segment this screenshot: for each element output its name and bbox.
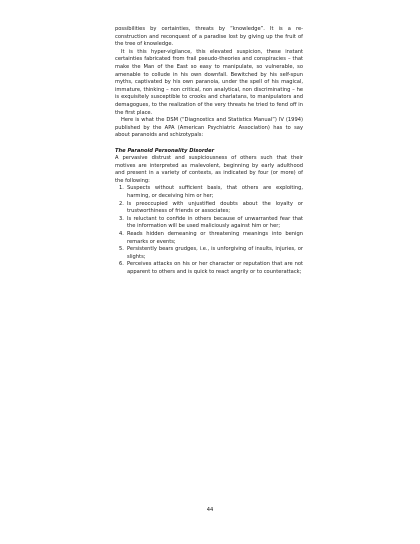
list-item-text: Perceives attacks on his or her character or reputation that are not apparent to others and is quick to react angrily or to counterattack; (127, 261, 303, 275)
section-title: The Paranoid Personality Disorder (115, 147, 215, 154)
list-item-number: 4. (119, 231, 124, 238)
list-item-text: Persistently bears grudges, i.e., is unforgiving of insults, injuries, or slights; (127, 246, 303, 260)
criteria-intro: A pervasive distrust and suspiciousness of others such that their motives are interpreted as malevolent, beginning by early adulthood and present in a variety of contexts, as indicated by four (or more) of the following: (115, 155, 303, 184)
list-item (115, 231, 303, 246)
list-item-text: Is preoccupied with unjustified doubts about the loyalty or trustworthiness of friends or associates; (127, 200, 303, 215)
list-item-text: Suspects without sufficient basis, that others are exploiting, harming, or deceiving him or her; (127, 185, 303, 200)
list-item (115, 185, 303, 200)
list-item-text: Reads hidden demeaning or threatening meanings into benign remarks or events; (127, 231, 303, 245)
criteria-list (115, 185, 303, 276)
list-item-number: 1. (119, 185, 124, 192)
paragraph-hypervigilance: It is this hyper-vigilance, this elevated suspicion, these instant certainties fabricated from frail pseudo-theories and conspiracies – that make the Man of the East so easy to manipulate, so vulnerable, so amenable to collude in his own downfall. Bewitched by his self-spun myths, captivated by his own paranoia, under the spell of his magical, immature, thinking – non critical, non analytical, non discriminating – he is exquisitely susceptible to crooks and charlatans, to manipulators and demagogues, to the realization of the very threats he tried to fend off in the first place. (115, 48, 303, 116)
page-number: 44 (206, 507, 214, 513)
list-item-text: Is reluctant to confide in others because of unwarranted fear that the information will be used maliciously against him or her; (127, 215, 303, 230)
list-item (115, 261, 303, 276)
list-item-number: 5. (119, 246, 124, 253)
list-item (115, 216, 303, 231)
paragraph-dsm-intro: Here is what the DSM (“Diagnostics and Statistics Manual”) IV (1994) published by the APA (American Psychiatric Association) has to say about paranoids and schizotypals: (115, 117, 303, 139)
paragraph-continuation: possibilities by certainties, threats by “knowledge”. It is a re-construction and reconquest of a paradise lost by giving up the fruit of the tree of knowledge. (115, 26, 303, 48)
list-item (115, 246, 303, 261)
list-item-number: 2. (119, 200, 124, 207)
document-page (115, 26, 303, 277)
list-item-number: 3. (119, 215, 124, 222)
list-item (115, 201, 303, 216)
list-item-number: 6. (119, 261, 124, 268)
